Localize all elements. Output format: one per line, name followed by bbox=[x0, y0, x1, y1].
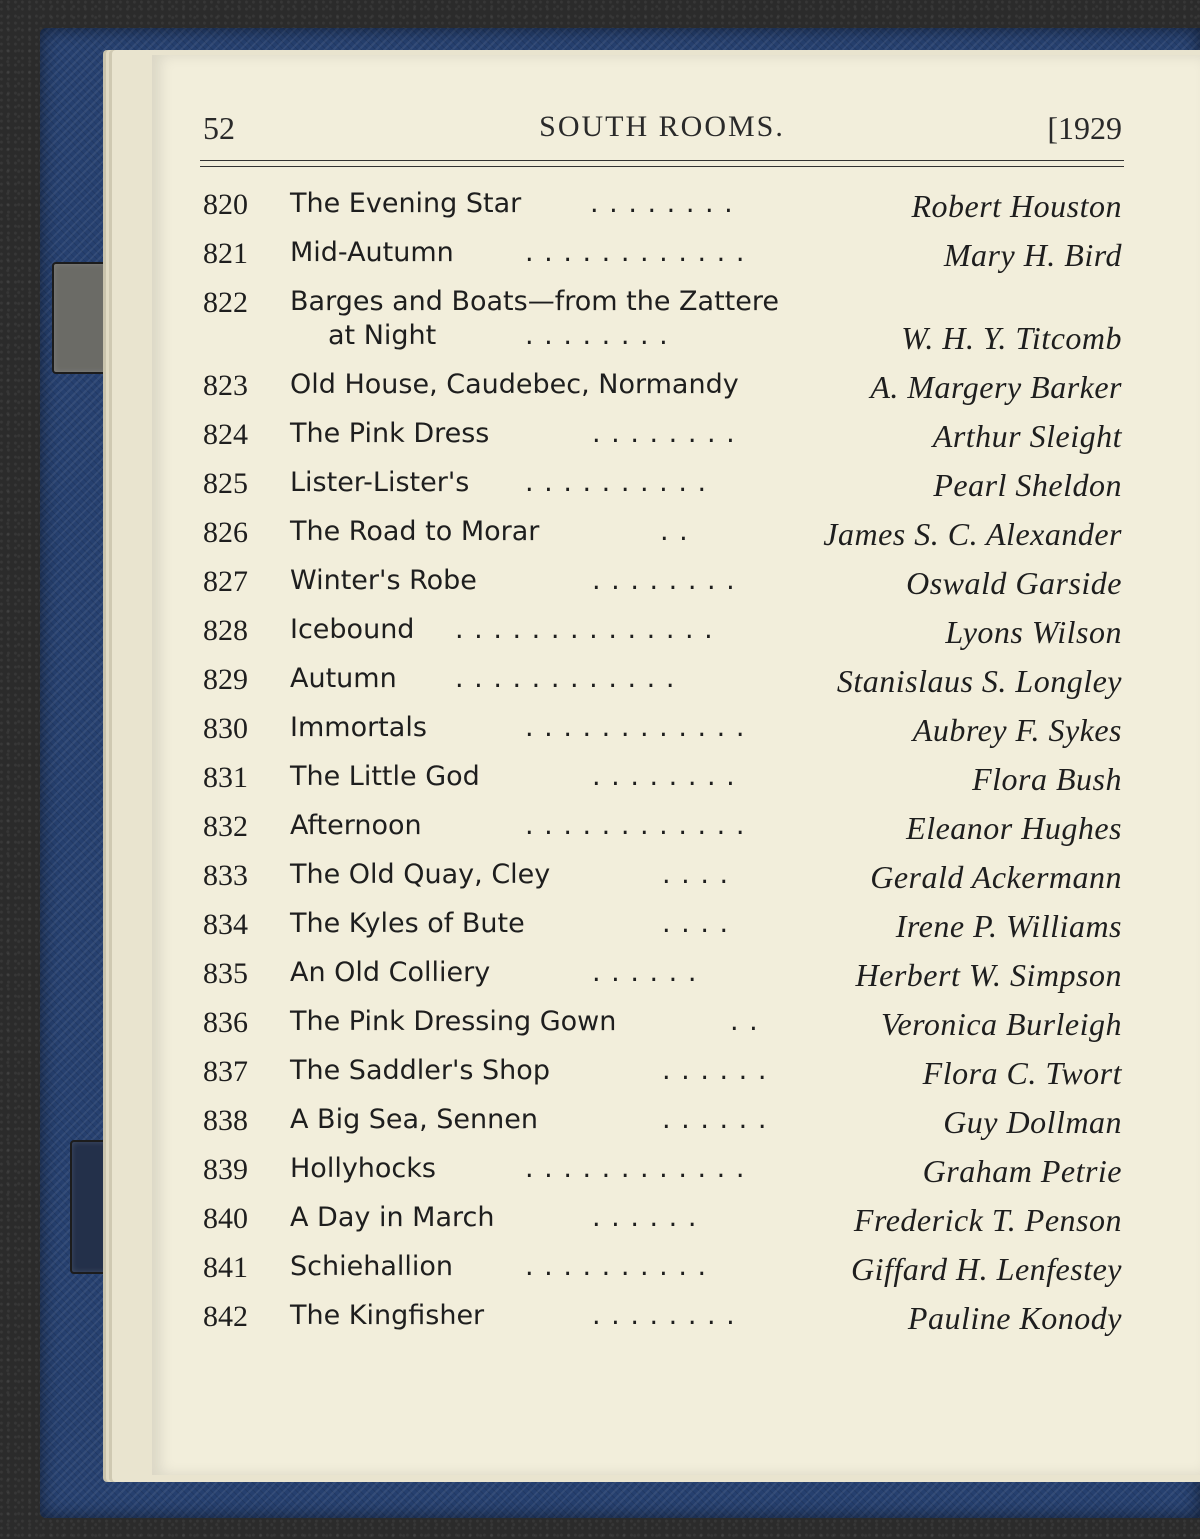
entry-artist: Giffard H. Lenfestey bbox=[851, 1251, 1122, 1287]
entry-number: 822 bbox=[203, 286, 248, 319]
section-title: SOUTH ROOMS. bbox=[539, 110, 785, 143]
dot-leader: . . . . . . . . bbox=[525, 320, 669, 351]
entry-artist: Aubrey F. Sykes bbox=[912, 712, 1122, 748]
dot-leader: . . bbox=[730, 1006, 759, 1037]
catalogue-entry bbox=[200, 757, 1124, 806]
entry-artist: Veronica Burleigh bbox=[880, 1006, 1122, 1042]
entry-artist: Arthur Sleight bbox=[932, 418, 1122, 454]
entry-artist: A. Margery Barker bbox=[870, 369, 1122, 405]
dot-leader: . . . . . . . . . . . . bbox=[455, 663, 676, 694]
entry-number: 824 bbox=[203, 418, 248, 451]
entry-number: 828 bbox=[203, 614, 248, 647]
catalogue-entry bbox=[200, 1296, 1124, 1345]
catalogue-entry bbox=[200, 1198, 1124, 1247]
dot-leader: . . . . . . . . bbox=[592, 1300, 736, 1331]
catalogue-entry bbox=[200, 659, 1124, 708]
entry-title: A Big Sea, Sennen bbox=[290, 1104, 538, 1135]
entry-number: 829 bbox=[203, 663, 248, 696]
entry-title: The Saddler's Shop bbox=[290, 1055, 550, 1086]
entry-title: Afternoon bbox=[290, 810, 422, 841]
dot-leader: . . . . . . . . . . . . . . bbox=[455, 614, 714, 645]
dot-leader: . . . . . . . . . . . . bbox=[525, 810, 746, 841]
entry-number: 842 bbox=[203, 1300, 248, 1333]
entry-number: 839 bbox=[203, 1153, 248, 1186]
entry-number: 823 bbox=[203, 369, 248, 402]
entry-artist: Gerald Ackermann bbox=[870, 859, 1122, 895]
entry-number: 841 bbox=[203, 1251, 248, 1284]
entry-number: 831 bbox=[203, 761, 248, 794]
entry-artist: Robert Houston bbox=[911, 188, 1122, 224]
catalogue-entry bbox=[200, 1149, 1124, 1198]
entry-title-continued: at Night bbox=[328, 320, 437, 351]
entry-number: 827 bbox=[203, 565, 248, 598]
entry-number: 832 bbox=[203, 810, 248, 843]
catalogue-entry bbox=[200, 184, 1124, 233]
entry-title: The Little God bbox=[290, 761, 480, 792]
entry-title: An Old Colliery bbox=[290, 957, 491, 988]
entry-title: The Road to Morar bbox=[290, 516, 540, 547]
header-rule-bottom bbox=[200, 166, 1124, 167]
dot-leader: . . . . . . . . . . . . bbox=[525, 712, 746, 743]
entry-title: A Day in March bbox=[290, 1202, 495, 1233]
entry-artist: W. H. Y. Titcomb bbox=[901, 320, 1122, 356]
entry-title: The Pink Dress bbox=[290, 418, 490, 449]
dot-leader: . . . . . . bbox=[592, 957, 698, 988]
catalogue-entry bbox=[200, 512, 1124, 561]
entry-number: 838 bbox=[203, 1104, 248, 1137]
entry-artist: Oswald Garside bbox=[906, 565, 1122, 601]
page-number: 52 bbox=[203, 110, 235, 146]
dot-leader: . . . . . . . . . . . . bbox=[525, 237, 746, 268]
header-rule-top bbox=[200, 160, 1124, 161]
entry-number: 821 bbox=[203, 237, 248, 270]
entry-number: 835 bbox=[203, 957, 248, 990]
dot-leader: . . . . . . . . bbox=[592, 761, 736, 792]
entry-title: Lister-Lister's bbox=[290, 467, 470, 498]
catalogue-entry bbox=[200, 1051, 1124, 1100]
catalogue-entry bbox=[200, 282, 1124, 365]
entry-number: 820 bbox=[203, 188, 248, 221]
entry-title: Winter's Robe bbox=[290, 565, 477, 596]
entry-artist: Mary H. Bird bbox=[943, 237, 1122, 273]
entry-title: The Evening Star bbox=[290, 188, 522, 219]
year-label: [1929 bbox=[1047, 110, 1122, 146]
entry-title: Old House, Caudebec, Normandy bbox=[290, 369, 739, 400]
page-header bbox=[200, 110, 1124, 160]
entry-title: Autumn bbox=[290, 663, 397, 694]
entry-title: Hollyhocks bbox=[290, 1153, 436, 1184]
dot-leader: . . . . . . bbox=[662, 1055, 768, 1086]
dot-leader: . . . . . . . . bbox=[592, 565, 736, 596]
entry-title: The Kingfisher bbox=[290, 1300, 485, 1331]
dot-leader: . . . . . . bbox=[662, 1104, 768, 1135]
entry-title: Mid-Autumn bbox=[290, 237, 454, 268]
entry-number: 840 bbox=[203, 1202, 248, 1235]
dot-leader: . . . . . . . . . . bbox=[525, 1251, 708, 1282]
entry-artist: James S. C. Alexander bbox=[823, 516, 1122, 552]
entry-artist: Stanislaus S. Longley bbox=[836, 663, 1122, 699]
entry-artist: Flora C. Twort bbox=[922, 1055, 1122, 1091]
entry-title: Barges and Boats—from the Zattere bbox=[290, 286, 779, 317]
entry-title: Immortals bbox=[290, 712, 427, 743]
entry-artist: Herbert W. Simpson bbox=[855, 957, 1122, 993]
dot-leader: . . . . . . . . . . . . bbox=[525, 1153, 746, 1184]
entry-artist: Guy Dollman bbox=[943, 1104, 1122, 1140]
catalogue-entry bbox=[200, 414, 1124, 463]
catalogue-entry bbox=[200, 904, 1124, 953]
dot-leader: . . . . bbox=[662, 859, 730, 890]
entry-artist: Eleanor Hughes bbox=[906, 810, 1122, 846]
catalogue-entry bbox=[200, 1100, 1124, 1149]
entry-artist: Graham Petrie bbox=[922, 1153, 1122, 1189]
dot-leader: . . . . . . bbox=[592, 1202, 698, 1233]
catalogue-entry bbox=[200, 1247, 1124, 1296]
entry-number: 825 bbox=[203, 467, 248, 500]
catalogue-entry bbox=[200, 561, 1124, 610]
entry-title: Schiehallion bbox=[290, 1251, 454, 1282]
entry-number: 826 bbox=[203, 516, 248, 549]
entry-artist: Flora Bush bbox=[972, 761, 1122, 797]
entry-number: 837 bbox=[203, 1055, 248, 1088]
dot-leader: . . . . . . . . bbox=[590, 188, 734, 219]
entry-artist: Pauline Konody bbox=[907, 1300, 1122, 1336]
dot-leader: . . bbox=[660, 516, 689, 547]
catalogue-entry bbox=[200, 708, 1124, 757]
entry-title: The Pink Dressing Gown bbox=[290, 1006, 617, 1037]
entry-number: 834 bbox=[203, 908, 248, 941]
catalogue-entry bbox=[200, 610, 1124, 659]
dot-leader: . . . . bbox=[662, 908, 730, 939]
entry-number: 836 bbox=[203, 1006, 248, 1039]
catalogue-entry bbox=[200, 855, 1124, 904]
catalogue-entries bbox=[200, 184, 1124, 1345]
catalogue-entry bbox=[200, 953, 1124, 1002]
dot-leader: . . . . . . . . bbox=[592, 418, 736, 449]
entry-number: 830 bbox=[203, 712, 248, 745]
catalogue-entry bbox=[200, 365, 1124, 414]
catalogue-entry bbox=[200, 1002, 1124, 1051]
dot-leader: . . . . . . . . . . bbox=[525, 467, 708, 498]
entry-title: The Kyles of Bute bbox=[290, 908, 525, 939]
entry-number: 833 bbox=[203, 859, 248, 892]
entry-artist: Lyons Wilson bbox=[945, 614, 1122, 650]
entry-title: The Old Quay, Cley bbox=[290, 859, 551, 890]
entry-artist: Frederick T. Penson bbox=[853, 1202, 1122, 1238]
cloth-tab-top bbox=[52, 262, 112, 374]
catalogue-entry bbox=[200, 233, 1124, 282]
entry-artist: Pearl Sheldon bbox=[933, 467, 1122, 503]
entry-title: Icebound bbox=[290, 614, 415, 645]
catalogue-entry bbox=[200, 463, 1124, 512]
entry-artist: Irene P. Williams bbox=[895, 908, 1122, 944]
catalogue-entry bbox=[200, 806, 1124, 855]
